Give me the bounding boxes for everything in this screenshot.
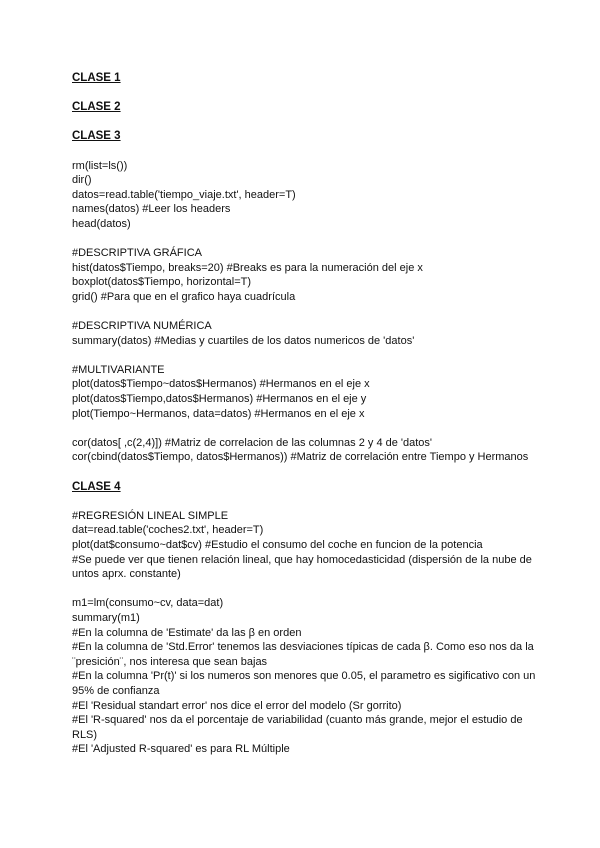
code-line: dat=read.table('coches2.txt', header=T) <box>72 524 264 537</box>
code-line: dir() <box>72 174 92 187</box>
comment-line: #El 'Adjusted R-squared' es para RL Múltiple <box>72 743 290 756</box>
heading-clase-2: CLASE 2 <box>72 101 121 114</box>
code-line: plot(datos$Tiempo~datos$Hermanos) #Hermanos en el eje x <box>72 378 370 391</box>
comment-line: #En la columna 'Pr(t)' si los numeros son menores que 0.05, el parametro es sigificativo con un 95% de confianza <box>72 670 539 697</box>
heading-clase-3: CLASE 3 <box>72 130 121 143</box>
code-line: head(datos) <box>72 217 131 230</box>
code-line: grid() #Para que en el grafico haya cuadrícula <box>72 290 296 303</box>
comment-line: #En la columna de 'Std.Error' tenemos las desviaciones típicas de cada β. Como eso nos da la ¨presición¨, nos interesa que sean bajas <box>72 641 537 668</box>
heading-clase-4: CLASE 4 <box>72 480 121 493</box>
section-comment: #DESCRIPTIVA NUMÉRICA <box>72 320 212 333</box>
code-line: boxplot(datos$Tiempo, horizontal=T) <box>72 276 252 289</box>
code-line: names(datos) #Leer los headers <box>72 203 231 216</box>
code-line: plot(Tiempo~Hermanos, data=datos) #Hermanos en el eje x <box>72 407 365 420</box>
section-comment: #DESCRIPTIVA GRÁFICA <box>72 247 202 260</box>
code-line: m1=lm(consumo~cv, data=dat) <box>72 597 224 610</box>
code-line: cor(cbind(datos$Tiempo, datos$Hermanos)) #Matriz de correlación entre Tiempo y Hermanos <box>72 451 529 464</box>
comment-line: #El 'R-squared' nos da el porcentaje de variabilidad (cuanto más grande, mejor el estudio de RLS) <box>72 714 526 741</box>
code-line: hist(datos$Tiempo, breaks=20) #Breaks es para la numeración del eje x <box>72 261 423 274</box>
code-line: summary(m1) <box>72 611 140 624</box>
code-line: datos=read.table('tiempo_viaje.txt', header=T) <box>72 188 296 201</box>
code-line: plot(dat$consumo~dat$cv) #Estudio el consumo del coche en funcion de la potencia <box>72 539 483 551</box>
code-line: plot(datos$Tiempo,datos$Hermanos) #Hermanos en el eje y <box>72 393 367 406</box>
code-line: rm(list=ls()) <box>72 159 128 172</box>
document-body <box>72 71 542 757</box>
comment-line: #Se puede ver que tienen relación lineal, que hay homocedasticidad (dispersión de la nube de untos aprx. constante) <box>72 553 535 581</box>
section-comment: #MULTIVARIANTE <box>72 363 165 376</box>
code-line: summary(datos) #Medias y cuartiles de los datos numericos de 'datos' <box>72 334 415 347</box>
heading-clase-1: CLASE 1 <box>72 72 121 84</box>
section-comment: #REGRESIÓN LINEAL SIMPLE <box>72 509 229 522</box>
code-line: cor(datos[ ,c(2,4)]) #Matriz de correlacion de las columnas 2 y 4 de 'datos' <box>72 436 433 449</box>
comment-line: #En la columna de 'Estimate' da las β en orden <box>72 626 302 639</box>
comment-line: #El 'Residual standart error' nos dice el error del modelo (Sr gorrito) <box>72 699 402 712</box>
